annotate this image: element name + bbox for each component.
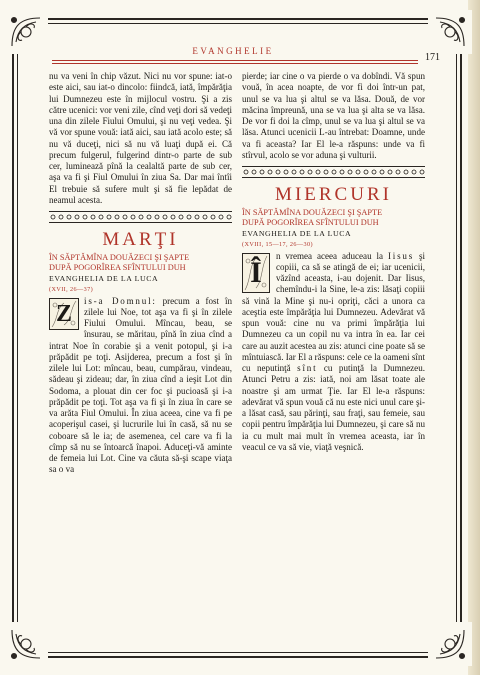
section-title: MIERCURI: [275, 184, 392, 205]
body-paragraph: pierde; iar cine o va pierde o va dobîndi. Vă spun vouă, în acea noapte, de vor fi doi într-un pat, unul se va lua şi altul se va lăsa. Două, de vor măcina împreună, una se va lua şi alta se va lăsa. De vor fi doi la cîmp, unul se va lua şi altul se va lăsa. Atunci ucenicii L-au întrebat: Doamne, unde va fi aceasta? Iar El le-a răspuns: unde va fi stîrvul, acolo se vor aduna şi vulturii.: [242, 71, 425, 160]
body-paragraph: [49, 296, 232, 476]
page-number: 171: [425, 52, 440, 63]
drop-cap: [242, 253, 270, 293]
ornamental-divider: [49, 211, 232, 223]
drop-cap-letter: Z: [55, 300, 72, 327]
section-subtitle: ÎN SĂPTĂMÎNA DOUĂZECI ŞI ŞAPTE: [242, 208, 383, 217]
header-rule: [52, 63, 418, 64]
gospel-reference: (XVIII, 15—17, 26—30): [242, 241, 313, 249]
paragraph-text: n vremea aceea aduceau la: [276, 250, 388, 261]
drop-cap: [49, 298, 79, 330]
gospel-reference: (XVII, 26—37): [49, 286, 94, 294]
section-title: MARŢI: [102, 229, 179, 250]
corner-ornament-icon: [428, 622, 472, 666]
body-paragraph: nu va veni în chip văzut. Nici nu vor spune: iat-o este aici, sau iat-o dincolo: fiindcă, iată, împărăţia lui Dumnezeu este în mijlocul vostru. Şi a zis către ucenici: vor veni zile, cînd veţi dori să vedeţi una din zilele Fiului Omului, şi nu veţi vedea. Şi vă vor spune vouă: iată aici, sau iată acolo este; să nu vă duceţi, nici să nu vă luaţi după ei. Că precum fulgerul, fulgerind dintr-o parte de sub cer, luminează pînă la cealaltă parte de sub cer, aşa va fi şi Fiul Omului în ziua Sa. Dar mai întîi El trebuie să sufere mult şi să fie lepădat de neamul acesta.: [49, 71, 232, 205]
word-emphasis: sînt: [297, 363, 318, 373]
running-title: EVANGHELIE: [192, 46, 274, 56]
corner-ornament-icon: [4, 622, 48, 666]
gospel-heading: EVANGHELIA DE LA LUCA: [242, 229, 352, 238]
section-subtitle: ÎN SĂPTĂMÎNA DOUĂZECI ŞI ŞAPTE: [49, 253, 190, 262]
section-subtitle: DUPĂ POGORÎREA SFÎNTULUI DUH: [242, 218, 379, 227]
name-emphasis: Iisus: [387, 250, 415, 261]
body-paragraph: [242, 251, 425, 454]
ornamental-divider: [242, 166, 425, 178]
header-rule: [52, 60, 418, 61]
drop-cap-letter: Î: [250, 255, 262, 289]
section-subtitle: DUPĂ POGORÎREA SFÎNTULUI DUH: [49, 263, 186, 272]
paragraph-text: cu putinţă la Dumnezeu. Atunci Petru a zis: iată, noi am lăsat toate ale noastre şi am urmat Ţie. Iar El le-a răspuns: adevărat vă spun vouă că nu este nici unul care şi-a lăsat casă, sau părinţi, sau fraţi, sau femeie, sau copii pentru împărăţia lui Dumnezeu, şi care să nu ia cu mult mai mult în vremea aceasta, iar în veacul ce va să vie, viaţă veşnică.: [242, 363, 425, 452]
gospel-heading: EVANGHELIA DE LA LUCA: [49, 274, 159, 283]
left-column: [49, 71, 232, 476]
opening-words: is-a Domnul:: [84, 295, 157, 306]
right-column: [242, 71, 425, 453]
paragraph-text: şi copiii, ca să se atingă de ei; iar ucenicii, văzînd aceasta, i-au dojenit. Dar Iisus, chemîndu-i la Sine, le-a zis: lăsaţi copiii să vină la Mine şi nu-i opriţi, căci a unora ca aceştia este împărăţia lui Dumnezeu. Adevărat vă spun vouă: cine nu va primi împărăţia lui Dumnezeu ca un copil nu va intra în ea. Iar cei care au auzit acestea au zis: atunci cine poate să se mîntuiască. Iar El a răspuns: cele ce la oameni sînt cu neputinţă: [242, 250, 425, 373]
paragraph-text: precum a fost în zilele lui Noe, tot aşa va fi şi în zilele Fiului Omului. Mîncau, beau, se însurau, se măritau, pînă în ziua cînd a intrat Noe în corabie şi a venit potopul, şi i-a prăpădit pe toţi. Asijderea, precum a fost şi în zilele lui Lot: mîncau, beau, cumpărau, vindeau, sădeau şi zideau; dar, în ziua cînd a ieşit Lot din Sodoma, a plouat din cer foc şi pucioasă şi i-a prăpădit pe toţi. Tot aşa va fi şi în ziua în care se va arăta Fiul Omului. În ziua aceea, cine va fi pe acoperişul casei, şi lucrurile lui în casă, să nu se coboare să le ia; de asemenea, cel care va fi la cîmp să nu se întoarcă înapoi. Aduceţi-vă aminte de femeia lui Lot. Cine va căuta să-şi scape viaţa sa o va: [49, 295, 232, 475]
page-edge: [468, 0, 480, 675]
